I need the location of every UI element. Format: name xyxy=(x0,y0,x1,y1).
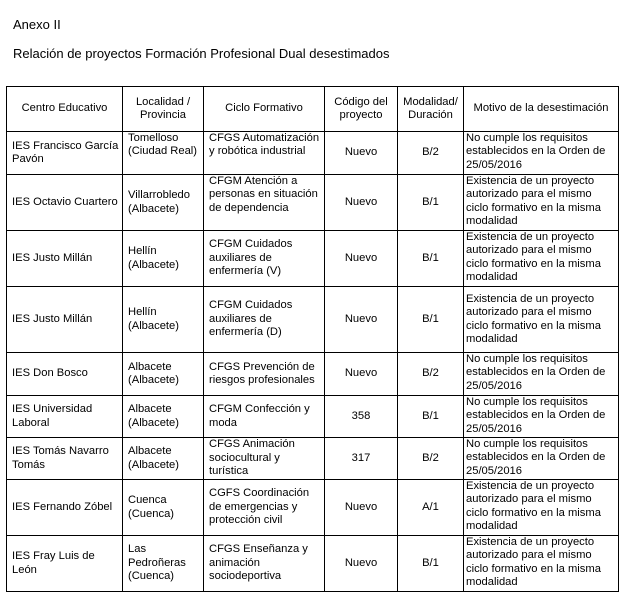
table-row xyxy=(7,175,619,231)
cell-ciclo: CFGS Animación sociocultural y turística xyxy=(204,438,325,480)
header-modalidad: Modalidad/ Duración xyxy=(398,87,464,132)
cell-ciclo: CFGS Prevención de riesgos profesionales xyxy=(204,353,325,396)
rejected-projects-table xyxy=(6,86,619,592)
cell-centro: IES Francisco García Pavón xyxy=(7,132,123,175)
cell-ciclo: CFGS Automatización y robótica industrial xyxy=(204,132,325,175)
cell-ciclo: CGFS Coordinación de emergencias y protección civil xyxy=(204,480,325,536)
header-motivo: Motivo de la desestimación xyxy=(464,87,619,132)
cell-localidad: Cuenca (Cuenca) xyxy=(123,480,204,536)
cell-motivo: No cumple los requisitos establecidos en la Orden de 25/05/2016 xyxy=(464,438,619,480)
cell-localidad: Las Pedroñeras (Cuenca) xyxy=(123,536,204,592)
table-row xyxy=(7,438,619,480)
cell-ciclo: CFGM Atención a personas en situación de dependencia xyxy=(204,175,325,231)
cell-codigo: Nuevo xyxy=(325,536,398,592)
cell-modalidad: B/2 xyxy=(398,353,464,396)
cell-ciclo: CFGM Cuidados auxiliares de enfermería (V) xyxy=(204,231,325,287)
table-row xyxy=(7,396,619,438)
cell-codigo: Nuevo xyxy=(325,175,398,231)
cell-motivo: Existencia de un proyecto autorizado para el mismo ciclo formativo en la misma modalidad xyxy=(464,175,619,231)
table-row xyxy=(7,231,619,287)
document-subtitle: Relación de proyectos Formación Profesional Dual desestimados xyxy=(13,46,390,61)
cell-codigo: Nuevo xyxy=(325,132,398,175)
cell-motivo: Existencia de un proyecto autorizado para el mismo ciclo formativo en la misma modalidad xyxy=(464,536,619,592)
cell-motivo: Existencia de un proyecto autorizado para el mismo ciclo formativo en la misma modalidad xyxy=(464,287,619,353)
cell-motivo: No cumple los requisitos establecidos en la Orden de 25/05/2016 xyxy=(464,396,619,438)
cell-centro: IES Fernando Zóbel xyxy=(7,480,123,536)
table-row xyxy=(7,480,619,536)
cell-modalidad: B/2 xyxy=(398,132,464,175)
annex-label: Anexo II xyxy=(13,17,61,32)
cell-codigo: Nuevo xyxy=(325,287,398,353)
cell-localidad: Tomelloso (Ciudad Real) xyxy=(123,132,204,175)
cell-centro: IES Tomás Navarro Tomás xyxy=(7,438,123,480)
cell-modalidad: B/1 xyxy=(398,396,464,438)
cell-codigo: Nuevo xyxy=(325,231,398,287)
cell-centro: IES Universidad Laboral xyxy=(7,396,123,438)
cell-codigo: Nuevo xyxy=(325,480,398,536)
table-row xyxy=(7,287,619,353)
cell-centro: IES Justo Millán xyxy=(7,231,123,287)
cell-ciclo: CFGM Confección y moda xyxy=(204,396,325,438)
cell-codigo: 317 xyxy=(325,438,398,480)
cell-centro: IES Fray Luis de León xyxy=(7,536,123,592)
cell-centro: IES Octavio Cuartero xyxy=(7,175,123,231)
cell-modalidad: B/1 xyxy=(398,175,464,231)
header-ciclo: Ciclo Formativo xyxy=(204,87,325,132)
cell-modalidad: A/1 xyxy=(398,480,464,536)
table-row xyxy=(7,132,619,175)
cell-ciclo: CFGM Cuidados auxiliares de enfermería (D) xyxy=(204,287,325,353)
cell-modalidad: B/1 xyxy=(398,536,464,592)
header-centro: Centro Educativo xyxy=(7,87,123,132)
cell-localidad: Albacete (Albacete) xyxy=(123,396,204,438)
cell-localidad: Albacete (Albacete) xyxy=(123,353,204,396)
cell-localidad: Hellín (Albacete) xyxy=(123,231,204,287)
cell-motivo: Existencia de un proyecto autorizado para el mismo ciclo formativo en la misma modalidad xyxy=(464,231,619,287)
cell-motivo: No cumple los requisitos establecidos en la Orden de 25/05/2016 xyxy=(464,353,619,396)
cell-motivo: No cumple los requisitos establecidos en la Orden de 25/05/2016 xyxy=(464,132,619,175)
header-localidad: Localidad / Provincia xyxy=(123,87,204,132)
cell-localidad: Albacete (Albacete) xyxy=(123,438,204,480)
cell-modalidad: B/2 xyxy=(398,438,464,480)
cell-codigo: 358 xyxy=(325,396,398,438)
header-codigo: Código del proyecto xyxy=(325,87,398,132)
cell-ciclo: CFGS Enseñanza y animación sociodeportiva xyxy=(204,536,325,592)
table-row xyxy=(7,353,619,396)
cell-codigo: Nuevo xyxy=(325,353,398,396)
cell-centro: IES Don Bosco xyxy=(7,353,123,396)
cell-modalidad: B/1 xyxy=(398,287,464,353)
cell-modalidad: B/1 xyxy=(398,231,464,287)
table-row xyxy=(7,536,619,592)
cell-motivo: Existencia de un proyecto autorizado para el mismo ciclo formativo en la misma modalidad xyxy=(464,480,619,536)
cell-centro: IES Justo Millán xyxy=(7,287,123,353)
cell-localidad: Hellín (Albacete) xyxy=(123,287,204,353)
cell-localidad: Villarrobledo (Albacete) xyxy=(123,175,204,231)
table-header-row xyxy=(7,87,619,132)
